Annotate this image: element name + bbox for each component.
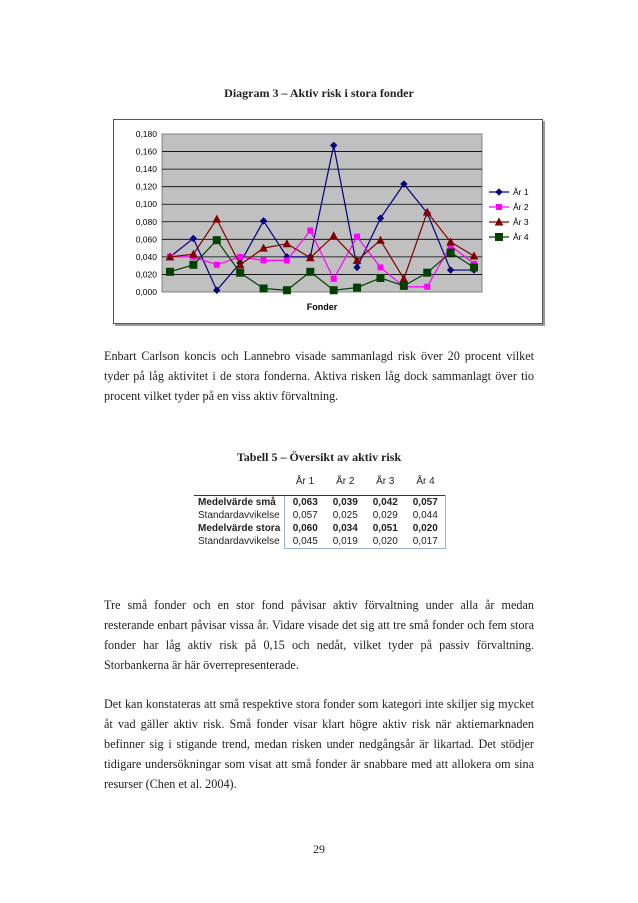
table-cell: 0,020: [405, 522, 446, 535]
table-cell: 0,060: [285, 522, 326, 535]
data-point: [330, 287, 337, 294]
y-tick-label: 0,080: [135, 216, 157, 227]
table-row: [194, 522, 446, 535]
table-cell: 0,063: [285, 496, 326, 510]
data-point: [497, 205, 502, 210]
data-point: [331, 276, 336, 281]
table-row: [194, 509, 446, 522]
plot-area: [162, 134, 482, 292]
row-label: Medelvärde små: [194, 496, 285, 510]
row-label: Standardavvikelse: [198, 510, 280, 521]
data-point: [496, 189, 502, 195]
data-point: [307, 268, 314, 275]
row-label: Medelvärde stora: [198, 523, 281, 534]
table-cell: 0,042: [365, 496, 405, 510]
data-point: [400, 282, 407, 289]
data-point: [237, 269, 244, 276]
line-chart: [114, 120, 542, 323]
y-tick-label: 0,120: [135, 181, 157, 192]
paragraph-3: Det kan konstateras att små respektive stora fonder som kategori inte skiljer sig mycket åt vad gäller aktiv risk. Små fonder visar klart högre aktiv risk när aktiemarknaden befinner sig i stigande trend, medan risken under nedgångsår är likartad. Det stödjer tidigare undersökningar som visat att små fonder är snabbare med att allokera om sina resurser (Chen et al. 2004).: [104, 697, 534, 791]
y-tick-label: 0,040: [135, 251, 157, 262]
data-point: [471, 264, 478, 271]
y-tick-label: 0,100: [135, 199, 157, 210]
table-cell: 0,051: [372, 523, 398, 534]
data-point: [377, 274, 384, 281]
table-cell: 0,057: [405, 496, 446, 510]
data-point: [378, 265, 383, 270]
data-point: [167, 268, 174, 275]
legend-label: År 1: [513, 187, 529, 197]
table-row: [194, 535, 446, 549]
table-cell: 0,017: [405, 535, 446, 549]
y-tick-label: 0,140: [135, 164, 157, 175]
table-cell: 0,045: [285, 535, 326, 549]
table-header-row: [194, 476, 446, 496]
table-header-empty: [194, 476, 285, 496]
table-cell: 0,025: [332, 510, 358, 521]
page-number: 29: [313, 842, 325, 856]
table-header-ar1: År 1: [295, 476, 315, 487]
table-header-ar3: År 3: [376, 476, 395, 487]
chart-title: Diagram 3 – Aktiv risk i stora fonder: [224, 86, 414, 100]
table-row: [194, 496, 446, 510]
legend-label: År 3: [513, 217, 529, 227]
data-point: [424, 269, 431, 276]
data-point: [261, 258, 266, 263]
paragraph-1: Enbart Carlson koncis och Lannebro visade sammanlagd risk över 20 procent vilket tyder på låg aktivitet i de stora fonderna. Aktiva risken låg dock sammanlagt över tio procent vilket tyder på en viss aktiv förvaltning.: [104, 349, 534, 403]
table-header-ar4: År 4: [416, 476, 435, 487]
table-cell: 0,034: [332, 523, 358, 534]
summary-table: [194, 476, 446, 549]
data-point: [496, 234, 503, 241]
table-cell: 0,019: [325, 535, 365, 549]
table-cell: 0,057: [285, 509, 326, 522]
y-tick-label: 0,060: [135, 234, 157, 245]
chart-frame: [113, 119, 543, 324]
table-cell: 0,029: [372, 510, 398, 521]
table-cell: 0,039: [325, 496, 365, 510]
data-point: [354, 284, 361, 291]
data-point: [355, 234, 360, 239]
data-point: [308, 228, 313, 233]
table-header-ar2: År 2: [336, 476, 355, 487]
legend-label: År 2: [513, 202, 529, 212]
row-label: Standardavvikelse: [198, 536, 280, 548]
y-tick-label: 0,000: [135, 287, 157, 297]
y-tick-label: 0,160: [135, 146, 157, 157]
paragraph-2: Tre små fonder och en stor fond påvisar aktiv förvaltning under alla år medan resterande enbart påvisar vissa år. Vidare visade det sig att tre små fonder och fem stora fonder har låg aktiv risk på 0,15 och nedåt, vilket tyder på passiv förvaltning. Storbankerna är här överrepresenterade.: [104, 598, 534, 672]
table-cell: 0,044: [405, 509, 446, 522]
data-point: [260, 285, 267, 292]
data-point: [238, 254, 243, 259]
data-point: [283, 287, 290, 294]
data-point: [213, 237, 220, 244]
table-title: Tabell 5 – Översikt av aktiv risk: [236, 450, 402, 464]
data-point: [425, 284, 430, 289]
legend-label: År 4: [513, 232, 529, 242]
data-point: [190, 261, 197, 268]
y-tick-label: 0,180: [135, 129, 157, 139]
x-axis-label: Fonder: [306, 302, 338, 312]
data-point: [447, 249, 454, 256]
table-cell: 0,020: [365, 535, 405, 549]
data-point: [214, 262, 219, 267]
y-tick-label: 0,020: [135, 269, 157, 280]
data-point: [284, 258, 289, 263]
